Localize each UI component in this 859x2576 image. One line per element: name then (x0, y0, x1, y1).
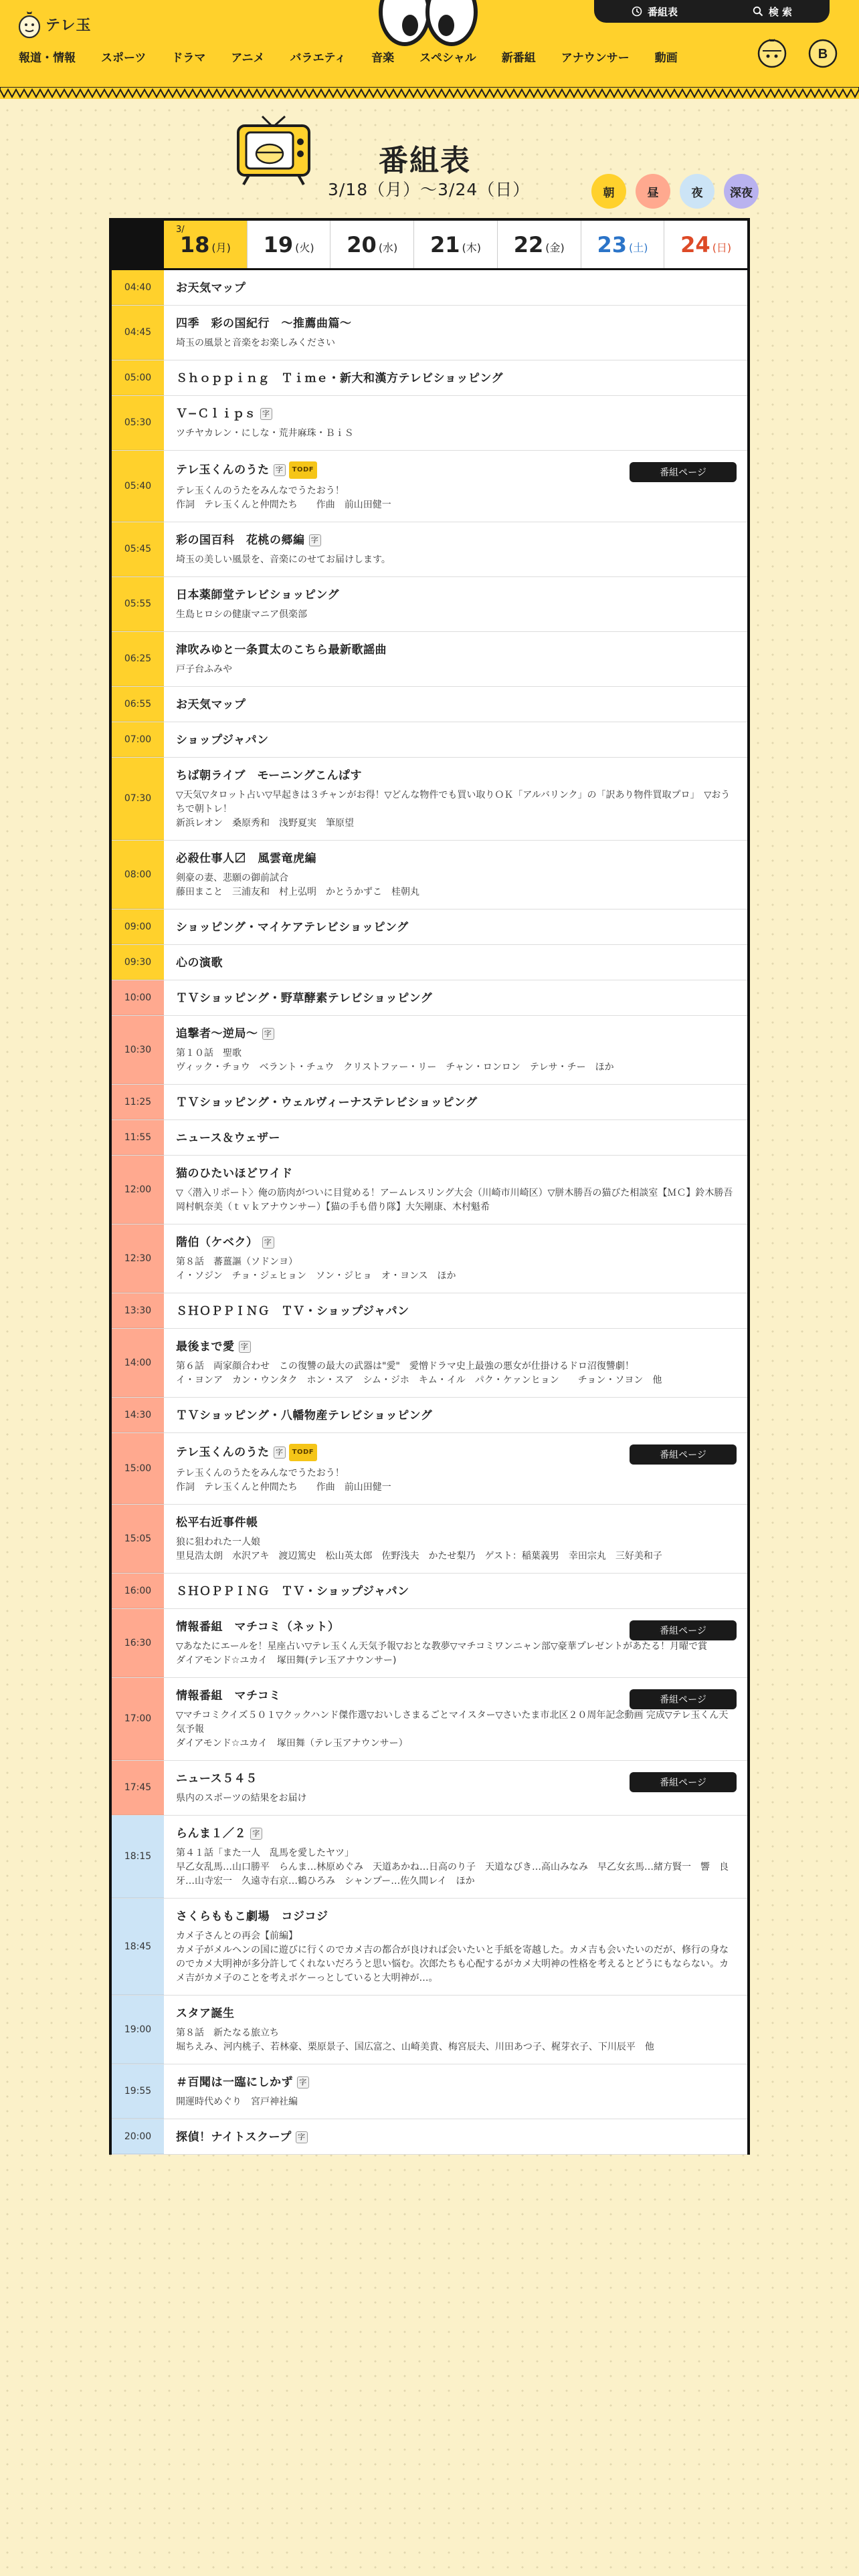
program-title-line[interactable] (176, 588, 737, 603)
program-description: 狼に狙われた一人娘 里見浩太朗 水沢アキ 渡辺篤史 松山英太郎 佐野浅夫 かたせ梨乃 ゲスト：稲葉義男 幸田宗丸 三好美和子 (176, 1537, 662, 1562)
tv-mascot-icon (235, 112, 312, 187)
program-description: 埼玉の風景と音楽をお楽しみください (176, 338, 335, 348)
program-row[interactable] (112, 306, 747, 360)
program-title-line[interactable] (176, 281, 737, 296)
program-row[interactable] (112, 1120, 747, 1156)
program-time: 05:55 (112, 577, 164, 631)
tod-badge: TODF (289, 1444, 317, 1461)
logo-character-icon (17, 9, 41, 39)
program-cell (164, 1016, 747, 1084)
caption-badge: 字 (250, 1828, 262, 1840)
program-time: 18:45 (112, 1899, 164, 1995)
program-row[interactable] (112, 632, 747, 687)
nav-anime[interactable]: アニメ (231, 51, 265, 65)
program-title: 階伯（ケベク） (176, 1236, 258, 1249)
program-title-line[interactable] (176, 2130, 737, 2145)
day-tab-weekday: (金) (545, 241, 565, 254)
program-cell (164, 758, 747, 840)
day-tab-number: 24 (680, 231, 710, 257)
program-description: ▽あなたにエールを！星座占い▽テレ玉くん天気予報▽おとな教夢▽マチコミワンニャン部▽豪華プレゼントがあたる！月曜で賞 ダイアモンド☆ユカイ 塚田舞(テレ玉アナウンサー) (176, 1641, 708, 1666)
program-title-line[interactable] (176, 1408, 737, 1423)
program-title: 猫のひたいほどワイド (176, 1167, 293, 1180)
program-row[interactable] (112, 1996, 747, 2064)
day-tab-number: 23 (597, 231, 627, 257)
program-cell (164, 1574, 747, 1608)
program-title-line[interactable] (176, 697, 737, 712)
program-title-line[interactable] (176, 533, 737, 548)
program-title-line[interactable] (176, 768, 737, 783)
program-row[interactable] (112, 1678, 747, 1761)
program-title: ショッピング・マイケアテレビショッピング (176, 921, 409, 934)
day-tab-weekday: (土) (628, 241, 648, 254)
program-cell (164, 1996, 747, 2064)
program-page-button[interactable]: 番組ページ (630, 1689, 737, 1709)
day-tab-20[interactable] (330, 221, 413, 268)
search-link-label: 検 索 (768, 5, 793, 18)
program-row[interactable] (112, 522, 747, 577)
search-link[interactable] (753, 5, 792, 19)
program-row[interactable] (112, 396, 747, 451)
program-row[interactable] (112, 1293, 747, 1329)
program-title: さくらももこ劇場 コジコジ (176, 1910, 328, 1923)
program-cell (164, 1398, 747, 1432)
program-time: 06:25 (112, 632, 164, 686)
program-time: 08:00 (112, 841, 164, 909)
program-row[interactable] (112, 360, 747, 396)
program-description: ツチヤカレン・にしな・荒井麻珠・ＢｉＳ (176, 428, 354, 439)
program-title: らんま１／２ (176, 1827, 246, 1840)
program-title: 最後まで愛 (176, 1340, 235, 1354)
program-title: ＳＨＯＰＰＩＮＧ ＴＶ・ショップジャパン (176, 1585, 409, 1598)
program-title-line[interactable] (176, 1095, 737, 1110)
program-cell (164, 1293, 747, 1328)
program-title-line[interactable] (176, 920, 737, 935)
program-row[interactable] (112, 1505, 747, 1574)
day-tab-18[interactable] (164, 221, 247, 268)
slot-evening-button[interactable]: 夜 (680, 174, 714, 209)
program-cell (164, 2119, 747, 2154)
program-cell (164, 1085, 747, 1119)
program-description: 県内のスポーツの結果をお届け (176, 1793, 307, 1804)
program-time: 14:00 (112, 1329, 164, 1397)
program-title-line[interactable] (176, 2075, 737, 2090)
mascot-club-icon[interactable] (756, 36, 788, 68)
day-tabs (112, 221, 747, 270)
program-time: 05:40 (112, 451, 164, 522)
page-title: 番組表 (379, 144, 471, 178)
program-time: 16:00 (112, 1574, 164, 1608)
schedule-link[interactable] (632, 5, 678, 19)
program-time: 14:30 (112, 1398, 164, 1432)
program-cell (164, 577, 747, 631)
caption-badge: 字 (274, 1446, 286, 1459)
program-page-button[interactable]: 番組ページ (630, 1444, 737, 1465)
program-cell (164, 1761, 747, 1815)
program-time: 18:15 (112, 1816, 164, 1898)
program-time: 06:55 (112, 687, 164, 722)
program-cell (164, 632, 747, 686)
nav-variety[interactable]: バラエティ (290, 51, 347, 65)
program-title-line[interactable] (176, 991, 737, 1006)
program-description: ▽マチコミクイズ５０１▽クックハンド傑作選▽おいしさまるごとマイスター▽さいたま市北区２０周年記念動画 完成▽テレ玉くん天気予報 ダイアモンド☆ユカイ 塚田舞（テレ玉アナウンサー） (176, 1710, 729, 1749)
day-tab-weekday: (水) (378, 241, 398, 254)
caption-badge: 字 (262, 1237, 274, 1249)
program-description: カメ子さんとの再会【前編】 カメ子がメルヘンの国に遊びに行くのでカメ吉の都合が良ければ会いたいと手紙を寄越した。カメ吉も会いたいのだが、修行の身なのでカメ大明神が多分許してくれないだろうと思い悩む。次郎たちも心配するがカメ大明神の性格を考えるとどうにもならない。カメ吉がカメ子のことを考えボケーっとしていると大明神が…。 (176, 1931, 729, 1983)
main-nav (19, 48, 703, 65)
site-header (0, 0, 859, 99)
program-title: ショップジャパン (176, 734, 269, 747)
program-time: 04:45 (112, 306, 164, 360)
program-row[interactable] (112, 1156, 747, 1224)
caption-badge: 字 (296, 2131, 308, 2143)
program-time: 17:00 (112, 1678, 164, 1760)
program-page-button[interactable]: 番組ページ (630, 462, 737, 482)
program-title: ＃百聞は一臨にしかず (176, 2076, 293, 2089)
program-title: スタア誕生 (176, 2007, 235, 2020)
slot-latenight-button[interactable]: 深夜 (724, 174, 759, 209)
program-description: 第６話 両家顔合わせ この復讐の最大の武器は"愛" 愛憎ドラマ史上最強の悪女が仕掛けるドロ沼復讐劇！ イ・ヨンア カン・ウンタク ホン・スア シム・ジホ キム・イル パク・ケァンヒョン チョン・ソヨン 他 (176, 1361, 662, 1386)
day-tab-number: 21 (430, 231, 460, 257)
nav-video[interactable]: 動画 (654, 51, 678, 65)
program-row[interactable] (112, 1329, 747, 1398)
program-time: 13:30 (112, 1293, 164, 1328)
nav-news[interactable]: 報道・情報 (19, 51, 76, 65)
date-range: 3/18（月）〜3/24（日） (328, 180, 531, 199)
day-tab-24[interactable] (664, 221, 747, 268)
program-title: ＳＨＯＰＰＩＮＧ ＴＶ・ショップジャパン (176, 1305, 409, 1318)
day-tab-23[interactable] (581, 221, 664, 268)
program-title: ニュース＆ウェザー (176, 1132, 280, 1145)
program-cell (164, 1816, 747, 1898)
caption-badge: 字 (274, 464, 286, 476)
program-time: 17:45 (112, 1761, 164, 1815)
program-row[interactable] (112, 758, 747, 841)
day-tab-number: 18 (179, 231, 210, 257)
program-row[interactable] (112, 1085, 747, 1120)
program-title-line[interactable] (176, 1166, 737, 1181)
day-tab-19[interactable] (247, 221, 330, 268)
program-title-line[interactable] (176, 643, 737, 657)
program-title-line[interactable] (176, 1515, 737, 1530)
program-cell (164, 1120, 747, 1155)
program-title-line[interactable] (176, 1826, 737, 1841)
program-title: 探偵！ナイトスクープ (176, 2131, 292, 2144)
program-title: Ｓｈｏｐｐｉｎｇ Ｔｉｍｅ・新大和漢方テレビショッピング (176, 372, 503, 385)
day-tab-weekday: (日) (712, 241, 732, 254)
program-time: 09:30 (112, 945, 164, 980)
caption-badge: 字 (260, 408, 272, 420)
program-title: お天気マップ (176, 282, 246, 295)
program-title: ＴＶショッピング・ウェルヴィーナステレビショッピング (176, 1096, 478, 1109)
program-row[interactable] (112, 577, 747, 632)
program-row[interactable] (112, 1574, 747, 1609)
clock-icon (632, 6, 642, 17)
program-description: 第８話 蕃薑謳（ソドンヨ） イ・ソジン チョ・ジェヒョン ソン・ジヒョ オ・ヨンス ほか (176, 1257, 456, 1281)
program-row[interactable] (112, 2119, 747, 2155)
time-slot-buttons (591, 174, 759, 209)
program-title: 心の演歌 (176, 956, 223, 970)
program-time: 20:00 (112, 2119, 164, 2154)
program-cell (164, 270, 747, 305)
program-description: 開運時代めぐり 宮戸神社編 (176, 2097, 298, 2107)
program-row[interactable] (112, 1016, 747, 1085)
program-cell (164, 360, 747, 395)
program-cell (164, 687, 747, 722)
program-description: ▽〈潜入リポート〉俺の筋肉がついに目覚める！アームレスリング大会（川崎市川崎区）▽胼木勝吾の猫びた相談室【ＭＣ】鈴木勝吾 岡村帆奈美（ｔｖｋアナウンサー）【猫の手も借り隊】大矢剛康、木村魁希 (176, 1188, 743, 1212)
program-row[interactable] (112, 1609, 747, 1678)
program-title-line[interactable] (176, 1909, 737, 1924)
program-title: テレ玉くんのうた (176, 1446, 270, 1459)
logo-text: テレ玉 (45, 17, 92, 34)
program-row[interactable] (112, 1433, 747, 1505)
program-title: 彩の国百科 花桃の郷編 (176, 534, 305, 547)
program-title: 日本薬師堂テレビショッピング (176, 588, 339, 602)
svg-text:B: B (818, 47, 828, 62)
program-time: 16:30 (112, 1609, 164, 1677)
program-cell (164, 722, 747, 757)
tod-badge: TODF (289, 461, 317, 479)
day-tab-weekday: (木) (462, 241, 482, 254)
program-title-line[interactable] (176, 956, 737, 970)
program-row[interactable] (112, 451, 747, 522)
program-cell (164, 1678, 747, 1760)
program-time: 07:30 (112, 758, 164, 840)
program-row[interactable] (112, 1816, 747, 1899)
program-row[interactable] (112, 1398, 747, 1433)
program-description: テレ玉くんのうたをみんなでうたおう！ 作詞 テレ玉くんと仲間たち 作曲 前山田健一 (176, 1468, 391, 1493)
program-cell (164, 1609, 747, 1677)
program-time: 15:00 (112, 1433, 164, 1504)
program-row[interactable] (112, 2064, 747, 2119)
mascot-eyes-icon (378, 0, 478, 47)
slot-daytime-button[interactable]: 昼 (636, 174, 670, 209)
slot-morning-button[interactable]: 朝 (591, 174, 626, 209)
day-tab-weekday: (月) (211, 241, 231, 254)
program-title-line[interactable] (176, 407, 737, 421)
program-row[interactable] (112, 980, 747, 1016)
program-time: 11:25 (112, 1085, 164, 1119)
program-description: 埼玉の美しい風景を、音楽にのせてお届けします。 (176, 554, 391, 565)
caption-badge: 字 (297, 2076, 309, 2088)
header-zigzag-divider (0, 87, 859, 99)
program-description: 第８話 新たなる旅立ち 堀ちえみ、河内桃子、若林豪、栗原景子、国広富之、山崎美貴、梅宮辰夫、川田あつ子、梶芽衣子、下川辰平 他 (176, 2028, 654, 2052)
program-description: 第１０話 聖歌 ヴィック・チョウ ベラント・チュウ クリストファー・リー チャン・ロンロン テレサ・チー ほか (176, 1048, 614, 1073)
program-title: 四季 彩の国紀行 〜推薦曲篇〜 (176, 317, 352, 330)
top-links (594, 0, 830, 23)
nav-music[interactable]: 音楽 (371, 51, 395, 65)
program-title: 追撃者〜逆局〜 (176, 1027, 258, 1041)
program-description: 戸子台ふみや (176, 664, 232, 675)
program-cell (164, 909, 747, 944)
program-row[interactable] (112, 1224, 747, 1293)
program-time: 05:00 (112, 360, 164, 395)
program-title: 必殺仕事人〼 風雲竜虎編 (176, 852, 316, 865)
title-area (0, 99, 859, 213)
program-title: ＴＶショッピング・八幡物産テレビショッピング (176, 1409, 433, 1422)
program-time: 12:00 (112, 1156, 164, 1224)
program-description: 第４１話「また一人 乱馬を愛したヤツ」 早乙女乱馬…山口勝平 らんま…林原めぐみ 天道あかね…日高のり子 天道なびき…高山みなみ 早乙女玄馬…緒方賢一 響 良牙…山寺宏一 久遠寺右京…鶴ひろみ シャンプー…佐久間レイ ほか (176, 1848, 729, 1887)
program-list (112, 270, 747, 2155)
caption-badge: 字 (262, 1028, 274, 1040)
program-title-line[interactable] (176, 1304, 737, 1319)
day-tab-22[interactable] (497, 221, 581, 268)
program-time: 10:30 (112, 1016, 164, 1084)
program-title: 津吹みゆと一条貫太のこちら最新歌謡曲 (176, 643, 387, 657)
program-time: 11:55 (112, 1120, 164, 1155)
program-time: 19:00 (112, 1996, 164, 2064)
program-cell (164, 451, 747, 522)
program-title: 松平右近事件帳 (176, 1516, 258, 1529)
schedule-table (109, 218, 750, 2155)
program-cell (164, 396, 747, 450)
program-description: 剣豪の妻、悲願の御前試合 藤田まこと 三浦友和 村上弘明 かとうかずこ 桂朝丸 (176, 873, 419, 897)
program-title-line[interactable] (176, 1027, 737, 1041)
program-title: テレ玉くんのうた (176, 463, 270, 477)
day-tab-number: 20 (347, 231, 377, 257)
program-title-line[interactable] (176, 851, 737, 866)
program-title: ＴＶショッピング・野草酵素テレビショッピング (176, 992, 433, 1005)
program-cell (164, 1505, 747, 1573)
program-description: ▽天気▽タロット占い▽早起きは３チャンがお得！▽どんな物件でも買い取りＯＫ「アルバリンク」の「訳あり物件買取プロ」 ▽おうちで朝トレ！ 新浜レオン 桑原秀和 浅野夏実 筆原望 (176, 790, 731, 829)
program-time: 07:00 (112, 722, 164, 757)
program-page-button[interactable]: 番組ページ (630, 1620, 737, 1640)
program-row[interactable] (112, 945, 747, 980)
program-title-line[interactable] (176, 2006, 737, 2021)
program-title: 情報番組 マチコミ（ネット） (176, 1620, 340, 1634)
schedule-link-label: 番組表 (647, 5, 678, 18)
program-title-line[interactable] (176, 1235, 737, 1250)
program-time: 04:40 (112, 270, 164, 305)
program-time: 09:00 (112, 909, 164, 944)
digital-b-icon[interactable] (807, 36, 839, 68)
program-title: 情報番組 マチコミ (176, 1689, 281, 1703)
nav-new-programs[interactable]: 新番組 (501, 51, 536, 65)
caption-badge: 字 (239, 1341, 251, 1353)
program-row[interactable] (112, 1899, 747, 1996)
nav-sports[interactable]: スポーツ (101, 51, 147, 65)
nav-special[interactable]: スペシャル (419, 51, 476, 65)
program-title: Ｖ−Ｃｌｉｐｓ (176, 407, 256, 421)
program-row[interactable] (112, 270, 747, 306)
program-time: 05:30 (112, 396, 164, 450)
program-page-button[interactable]: 番組ページ (630, 1772, 737, 1792)
program-cell (164, 2064, 747, 2119)
program-title: お天気マップ (176, 698, 246, 712)
day-tab-weekday: (火) (295, 241, 314, 254)
search-icon (753, 6, 763, 17)
program-row[interactable] (112, 909, 747, 945)
program-cell (164, 522, 747, 576)
program-time: 05:45 (112, 522, 164, 576)
program-time: 10:00 (112, 980, 164, 1015)
program-cell (164, 945, 747, 980)
program-row[interactable] (112, 1761, 747, 1816)
program-cell (164, 841, 747, 909)
program-time: 15:05 (112, 1505, 164, 1573)
program-title-line[interactable] (176, 1339, 737, 1354)
program-title-line[interactable] (176, 371, 737, 386)
day-tabs-corner (112, 221, 164, 268)
program-cell (164, 1433, 747, 1504)
nav-drama[interactable]: ドラマ (171, 51, 206, 65)
program-cell (164, 306, 747, 360)
program-description: 生島ヒロシの健康マニア倶楽部 (176, 609, 307, 620)
program-cell (164, 1329, 747, 1397)
program-cell (164, 1156, 747, 1224)
program-time: 12:30 (112, 1224, 164, 1293)
nav-announcers[interactable]: アナウンサー (561, 51, 630, 65)
program-row[interactable] (112, 687, 747, 722)
program-description: テレ玉くんのうたをみんなでうたおう！ 作詞 テレ玉くんと仲間たち 作曲 前山田健一 (176, 486, 391, 510)
day-tab-month: 3/ (176, 225, 185, 235)
program-row[interactable] (112, 841, 747, 909)
program-title-line[interactable] (176, 1584, 737, 1599)
program-cell (164, 1899, 747, 1995)
day-tab-21[interactable] (413, 221, 497, 268)
program-title: ちば朝ライブ モーニングこんぱす (176, 769, 362, 782)
day-tab-number: 22 (513, 231, 544, 257)
program-cell (164, 980, 747, 1015)
site-logo[interactable] (17, 9, 92, 39)
program-cell (164, 1224, 747, 1293)
caption-badge: 字 (309, 534, 321, 546)
program-title-line[interactable] (176, 733, 737, 748)
program-row[interactable] (112, 722, 747, 758)
program-title: ニュース５４５ (176, 1772, 258, 1786)
program-title-line[interactable] (176, 1131, 737, 1146)
program-time: 19:55 (112, 2064, 164, 2119)
day-tab-number: 19 (263, 231, 294, 257)
program-title-line[interactable] (176, 316, 737, 331)
